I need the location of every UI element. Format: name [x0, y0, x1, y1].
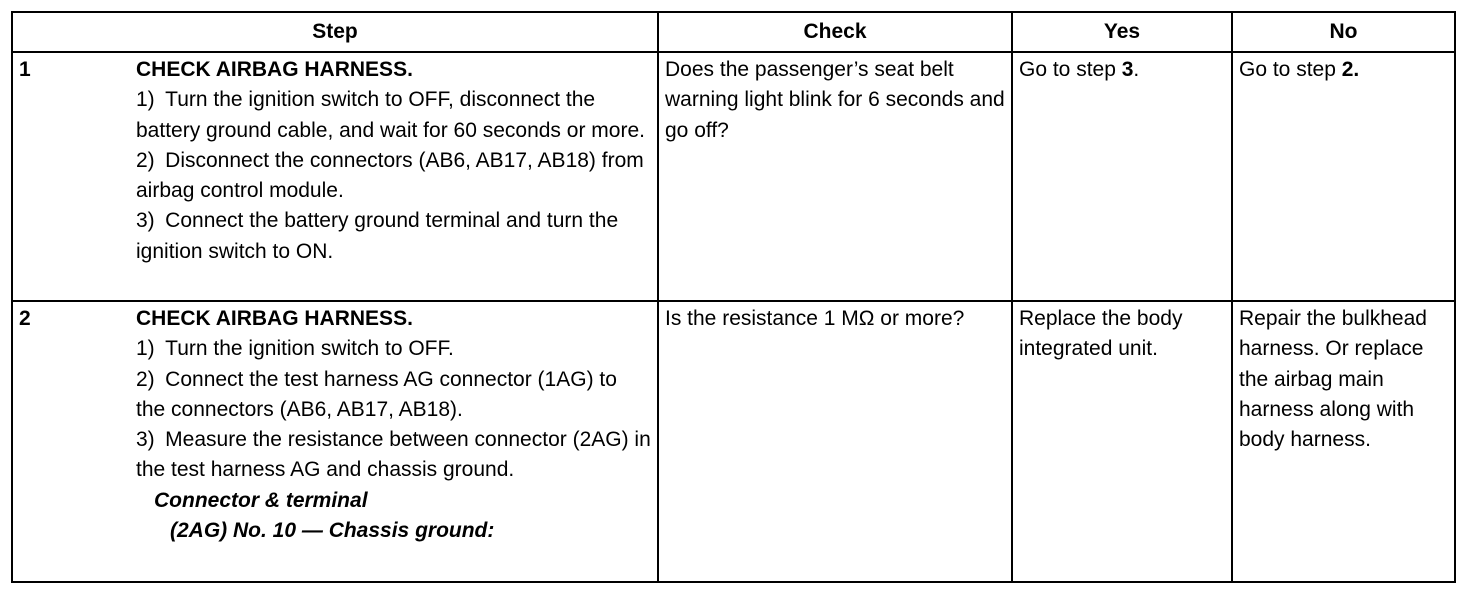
- yes-text: Go to step: [1019, 58, 1122, 81]
- step-cell: [12, 301, 658, 582]
- connector-note-detail: (2AG) No. 10 — Chassis ground:: [170, 519, 495, 543]
- header-row: [12, 12, 1455, 52]
- header-step: Step: [12, 12, 658, 52]
- no-step-ref: 2.: [1341, 58, 1360, 81]
- header-no: No: [1232, 12, 1455, 52]
- step-instruction: 3) Measure the resistance between connector (2AG) in the test harness AG and chassis ground.: [136, 428, 651, 482]
- step-instruction: 1) Turn the ignition switch to OFF, disconnect the battery ground cable, and wait for 60 seconds or more.: [136, 88, 645, 142]
- no-cell: Repair the bulkhead harness. Or replace the airbag main harness along with body harness.: [1232, 301, 1455, 582]
- check-cell: Does the passenger’s seat belt warning light blink for 6 seconds and go off?: [658, 52, 1012, 301]
- header-yes: Yes: [1012, 12, 1232, 52]
- step-instruction: 2) Disconnect the connectors (AB6, AB17, AB18) from airbag control module.: [136, 148, 644, 203]
- yes-cell: [1012, 52, 1232, 301]
- no-text: Go to step: [1239, 58, 1342, 81]
- step-instruction: 2) Connect the test harness AG connector (1AG) to the connectors (AB6, AB17, AB18).: [136, 367, 617, 421]
- table-row: [12, 52, 1455, 301]
- connector-note-title: Connector & terminal: [154, 488, 368, 512]
- yes-cell: Replace the body integrated unit.: [1012, 301, 1232, 582]
- step-cell: [12, 52, 658, 301]
- header-check: Check: [658, 12, 1012, 52]
- step-number: 1: [19, 58, 31, 81]
- table-row: [12, 301, 1455, 582]
- diagnostic-table: [11, 11, 1456, 583]
- step-instruction: 3) Connect the battery ground terminal and turn the ignition switch to ON.: [136, 209, 619, 263]
- check-cell: Is the resistance 1 MΩ or more?: [658, 301, 1012, 582]
- yes-suffix: .: [1133, 58, 1140, 81]
- step-number: 2: [19, 307, 31, 330]
- yes-step-ref: 3: [1121, 58, 1134, 81]
- step-title: CHECK AIRBAG HARNESS.: [136, 58, 413, 81]
- step-instruction: 1) Turn the ignition switch to OFF.: [136, 337, 454, 361]
- no-cell: [1232, 52, 1455, 301]
- step-title: CHECK AIRBAG HARNESS.: [136, 307, 413, 330]
